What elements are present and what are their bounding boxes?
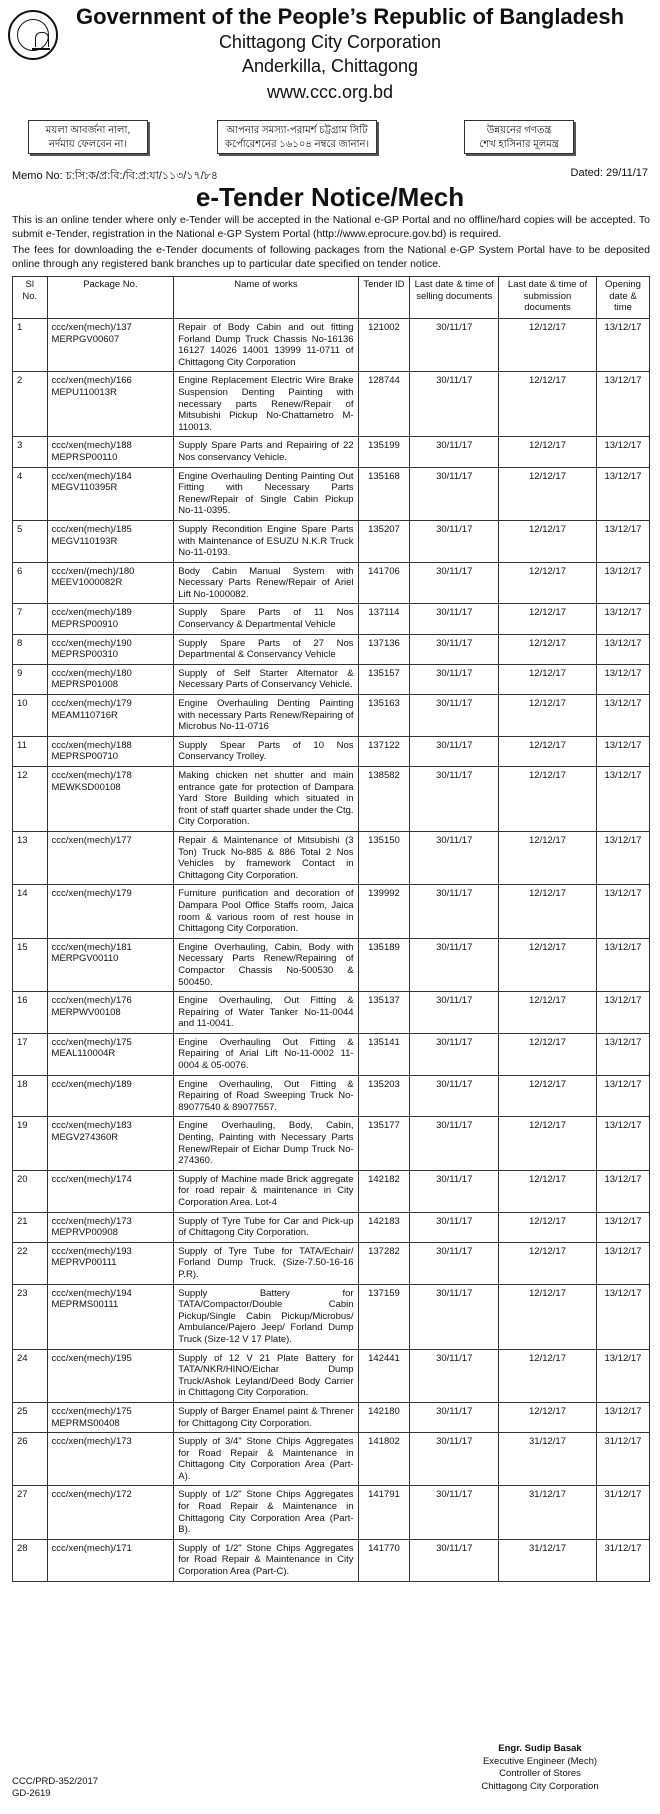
row-tender-id: 137159 [358,1284,410,1349]
row-opening-date: 13/12/17 [596,520,649,562]
footer-ref: GD-2619 [12,1788,51,1799]
row-opening-date: 13/12/17 [596,1212,649,1242]
row-submission-date: 12/12/17 [499,604,597,634]
row-work-name: Supply Spare Parts and Repairing of 22 Nos conservancy Vehicle. [174,437,358,467]
table-row [13,831,650,884]
row-tender-id: 135199 [358,437,410,467]
letterhead [0,0,660,120]
row-sl-number: 6 [13,562,48,604]
row-package-number: ccc/xen(mech)/173 [47,1433,174,1486]
table-row [13,1170,650,1212]
table-row [13,634,650,664]
row-selling-date: 30/11/17 [410,1033,499,1075]
slogan-line: কর্পোরেশনের ১৬১০৪ নম্বরে জানান। [224,139,370,150]
row-work-name: Supply Battery for TATA/Compactor/Double Cabin Pickup/Single Cabin Pickup/Microbus/ Ambulance/Pajero Jeep/ Forland Dump Truck (Size-12 V 17 Plate). [174,1284,358,1349]
row-work-name: Supply Recondition Engine Spare Parts with Maintenance of ESUZU N.K.R Truck No-11-0193. [174,520,358,562]
table-row [13,1539,650,1581]
row-opening-date: 31/12/17 [596,1486,649,1539]
table-row [13,1284,650,1349]
row-opening-date: 13/12/17 [596,938,649,991]
header-package: Package No. [47,277,174,319]
header-selling-date: Last date & time of selling documents [410,277,499,319]
table-row [13,736,650,766]
row-package-number: ccc/xen(mech)/172 [47,1486,174,1539]
row-selling-date: 30/11/17 [410,1402,499,1432]
row-work-name: Engine Overhauling, Cabin, Body with Necessary Parts Renew/Repairing of Compactor Chassis No-500530 & 500450. [174,938,358,991]
row-opening-date: 13/12/17 [596,1170,649,1212]
row-package-number: ccc/xen(mech)/179 MEAM110716R [47,695,174,737]
row-submission-date: 12/12/17 [499,736,597,766]
row-package-number: ccc/xen(mech)/137 MERPGV00607 [47,319,174,372]
row-selling-date: 30/11/17 [410,831,499,884]
table-row [13,372,650,437]
slogan-line: উন্নয়নের গণতন্ত্র [486,125,552,136]
row-tender-id: 137122 [358,736,410,766]
row-package-number: ccc/xen(mech)/190 MEPRSP00310 [47,634,174,664]
row-work-name: Supply Spare Parts of 11 Nos Conservancy & Departmental Vehicle [174,604,358,634]
row-work-name: Supply Spare Parts of 27 Nos Departmental & Conservancy Vehicle [174,634,358,664]
row-opening-date: 13/12/17 [596,831,649,884]
row-opening-date: 13/12/17 [596,1349,649,1402]
row-opening-date: 13/12/17 [596,604,649,634]
website-link[interactable]: www.ccc.org.bd [266,82,394,102]
row-opening-date: 13/12/17 [596,1117,649,1170]
row-submission-date: 31/12/17 [499,1539,597,1581]
slogan-box-hotline [217,120,377,154]
memo-date: Dated: 29/11/17 [570,167,648,179]
row-work-name: Supply of 3/4" Stone Chips Aggregates for Road Repair & Maintenance in Chittagong City Corporation Area (Part-A). [174,1433,358,1486]
organization-address: Anderkilla, Chittagong [241,56,419,76]
row-submission-date: 12/12/17 [499,992,597,1034]
row-opening-date: 13/12/17 [596,1242,649,1284]
row-tender-id: 138582 [358,767,410,832]
notice-title: e-Tender Notice/Mech [195,182,465,212]
row-work-name: Repair & Maintenance of Mitsubishi (3 Ton) Truck No-885 & 886 Total 2 Nos Vehicles by framework Contact in Chittagong City Corporation. [174,831,358,884]
row-selling-date: 30/11/17 [410,437,499,467]
row-work-name: Engine Overhauling, Out Fitting & Repairing of Water Tanker No-11-0044 and 11-0041. [174,992,358,1034]
row-selling-date: 30/11/17 [410,938,499,991]
row-submission-date: 12/12/17 [499,1075,597,1117]
row-sl-number: 22 [13,1242,48,1284]
row-selling-date: 30/11/17 [410,1170,499,1212]
table-header-row [13,277,650,319]
row-package-number: ccc/xen(mech)/195 [47,1349,174,1402]
row-tender-id: 142441 [358,1349,410,1402]
row-selling-date: 30/11/17 [410,695,499,737]
row-submission-date: 12/12/17 [499,1117,597,1170]
row-tender-id: 137114 [358,604,410,634]
row-opening-date: 13/12/17 [596,319,649,372]
table-row [13,664,650,694]
row-opening-date: 13/12/17 [596,992,649,1034]
row-selling-date: 30/11/17 [410,319,499,372]
row-sl-number: 9 [13,664,48,694]
row-sl-number: 2 [13,372,48,437]
row-submission-date: 12/12/17 [499,938,597,991]
row-submission-date: 12/12/17 [499,520,597,562]
table-row [13,1117,650,1170]
row-opening-date: 13/12/17 [596,736,649,766]
row-selling-date: 30/11/17 [410,992,499,1034]
table-row [13,1075,650,1117]
table-row [13,885,650,938]
slogan-box-drain [28,120,148,154]
row-opening-date: 13/12/17 [596,1284,649,1349]
row-work-name: Supply of Barger Enamel paint & Threner for Chittagong City Corporation. [174,1402,358,1432]
header-sl: Sl No. [13,277,48,319]
table-row [13,992,650,1034]
row-tender-id: 141706 [358,562,410,604]
table-row [13,467,650,520]
signatory-title: Controller of Stores [499,1768,581,1779]
row-work-name: Engine Overhauling Denting Painting Out Fitting with Necessary Parts Renew/Repair of Single Cabin Pickup No-11-0395. [174,467,358,520]
row-package-number: ccc/xen(mech)/177 [47,831,174,884]
slogan-line: ময়লা আবর্জনা নালা, [45,125,131,136]
row-sl-number: 10 [13,695,48,737]
row-tender-id: 142182 [358,1170,410,1212]
row-selling-date: 30/11/17 [410,520,499,562]
row-work-name: Body Cabin Manual System with Necessary Parts Renew/Repair of Ariel Lift No-1000082. [174,562,358,604]
row-opening-date: 13/12/17 [596,664,649,694]
row-package-number: ccc/xen(mech)/175 MEAL110004R [47,1033,174,1075]
row-selling-date: 30/11/17 [410,1539,499,1581]
row-submission-date: 12/12/17 [499,1170,597,1212]
row-package-number: ccc/xen(mech)/180 MEPRSP01008 [47,664,174,694]
row-sl-number: 21 [13,1212,48,1242]
row-package-number: ccc/xen(mech)/181 MERPGV00110 [47,938,174,991]
row-work-name: Supply of Self Starter Alternator & Necessary Parts of Conservancy Vehicle. [174,664,358,694]
row-work-name: Engine Replacement Electric Wire Brake Suspension Denting Painting with necessary parts Renew/Repair of Mitsubishi Pickup No-Chattametro M-110013. [174,372,358,437]
table-row [13,1212,650,1242]
row-sl-number: 26 [13,1433,48,1486]
row-sl-number: 15 [13,938,48,991]
row-package-number: ccc/xen(mech)/178 MEWKSD00108 [47,767,174,832]
row-sl-number: 19 [13,1117,48,1170]
table-row [13,1349,650,1402]
row-tender-id: 142183 [358,1212,410,1242]
table-row [13,1486,650,1539]
row-selling-date: 30/11/17 [410,467,499,520]
header-works: Name of works [174,277,358,319]
footer-references [12,1776,98,1800]
row-work-name: Supply of Machine made Brick aggregate for road repair & maintenance in City Corporation Area. Lot-4 [174,1170,358,1212]
row-opening-date: 13/12/17 [596,1033,649,1075]
row-submission-date: 12/12/17 [499,664,597,694]
row-work-name: Supply Spear Parts of 10 Nos Conservancy Trolley. [174,736,358,766]
row-sl-number: 14 [13,885,48,938]
row-package-number: ccc/xen(mech)/171 [47,1539,174,1581]
row-opening-date: 13/12/17 [596,1075,649,1117]
row-package-number: ccc/xen(mech)/185 MEGV110193R [47,520,174,562]
row-selling-date: 30/11/17 [410,562,499,604]
row-tender-id: 135203 [358,1075,410,1117]
table-row [13,1433,650,1486]
row-selling-date: 30/11/17 [410,1075,499,1117]
table-row [13,1033,650,1075]
row-sl-number: 12 [13,767,48,832]
row-opening-date: 13/12/17 [596,885,649,938]
row-submission-date: 12/12/17 [499,1212,597,1242]
row-work-name: Supply of 1/2" Stone Chips Aggregates for Road Repair & Maintenance in Chittagong City Corporation Area (Part-B). [174,1486,358,1539]
row-sl-number: 28 [13,1539,48,1581]
row-package-number: ccc/xen(mech)/188 MEPRSP00710 [47,736,174,766]
row-work-name: Repair of Body Cabin and out fitting Forland Dump Truck Chassis No-16136 16127 14026 14001 13999 11-0711 of Chittagong City Corporation [174,319,358,372]
row-submission-date: 12/12/17 [499,885,597,938]
row-work-name: Making chicken net shutter and main entrance gate for protection of Dampara Yard Store Building which situated in front of staff quarter shade under the Ctg. City Corporation. [174,767,358,832]
row-selling-date: 30/11/17 [410,1284,499,1349]
row-opening-date: 13/12/17 [596,372,649,437]
row-sl-number: 1 [13,319,48,372]
row-work-name: Supply of 12 V 21 Plate Battery for TATA/NKR/HINO/Eichar Dump Truck/Ashok Leyland/Deed Body Carrier in Chittagong City Corporation. [174,1349,358,1402]
row-work-name: Engine Overhauling, Body, Cabin, Denting, Painting with Necessary Parts Renew/Repair of Eichar Dump Truck No-274360. [174,1117,358,1170]
row-submission-date: 12/12/17 [499,831,597,884]
header-opening-date: Opening date & time [596,277,649,319]
row-submission-date: 12/12/17 [499,372,597,437]
row-tender-id: 139992 [358,885,410,938]
row-submission-date: 12/12/17 [499,1033,597,1075]
row-package-number: ccc/xen/(mech)/180 MEEV1000082R [47,562,174,604]
organization-name: Chittagong City Corporation [218,32,442,52]
table-row [13,562,650,604]
row-submission-date: 12/12/17 [499,634,597,664]
header-tender-id: Tender ID [358,277,410,319]
row-work-name: Engine Overhauling, Out Fitting & Repairing of Road Sweeping Truck No-89077540 & 89077557. [174,1075,358,1117]
row-tender-id: 135207 [358,520,410,562]
row-opening-date: 13/12/17 [596,695,649,737]
row-package-number: ccc/xen(mech)/194 MEPRMS00111 [47,1284,174,1349]
row-sl-number: 3 [13,437,48,467]
footer-ref: CCC/PRD-352/2017 [12,1776,99,1787]
row-opening-date: 13/12/17 [596,634,649,664]
table-row [13,604,650,634]
row-selling-date: 30/11/17 [410,1117,499,1170]
row-selling-date: 30/11/17 [410,634,499,664]
row-sl-number: 20 [13,1170,48,1212]
row-selling-date: 30/11/17 [410,885,499,938]
row-package-number: ccc/xen(mech)/175 MEPRMS00408 [47,1402,174,1432]
row-tender-id: 141791 [358,1486,410,1539]
row-sl-number: 23 [13,1284,48,1349]
row-tender-id: 121002 [358,319,410,372]
row-tender-id: 135150 [358,831,410,884]
row-sl-number: 18 [13,1075,48,1117]
row-tender-id: 135168 [358,467,410,520]
header-submission-date: Last date & time of submission documents [499,277,597,319]
slogan-line: নর্দমায় ফেলবেন না। [49,139,127,150]
table-row [13,437,650,467]
row-tender-id: 137282 [358,1242,410,1284]
table-row [13,938,650,991]
row-selling-date: 30/11/17 [410,767,499,832]
row-submission-date: 31/12/17 [499,1486,597,1539]
row-sl-number: 5 [13,520,48,562]
row-tender-id: 142180 [358,1402,410,1432]
row-selling-date: 30/11/17 [410,1349,499,1402]
row-selling-date: 30/11/17 [410,604,499,634]
row-selling-date: 30/11/17 [410,1486,499,1539]
row-sl-number: 24 [13,1349,48,1402]
tender-table-body [13,319,650,1582]
slogan-box-development [464,120,574,154]
row-submission-date: 12/12/17 [499,1242,597,1284]
row-package-number: ccc/xen(mech)/184 MEGV110395R [47,467,174,520]
table-row [13,695,650,737]
signatory-title: Executive Engineer (Mech) [482,1755,598,1767]
row-submission-date: 12/12/17 [499,319,597,372]
row-sl-number: 7 [13,604,48,634]
row-sl-number: 8 [13,634,48,664]
row-selling-date: 30/11/17 [410,1242,499,1284]
row-tender-id: 141770 [358,1539,410,1581]
slogan-line: শেখ হাসিনার মূলমন্ত্র [479,139,559,150]
memo-number: Memo No: চ:সি:ক/প্র:বি:/বি:প্র:যা/১১৩/১৭/৮৪ [12,170,218,182]
row-opening-date: 31/12/17 [596,1539,649,1581]
table-row [13,319,650,372]
row-tender-id: 135141 [358,1033,410,1075]
row-tender-id: 135163 [358,695,410,737]
table-row [13,520,650,562]
row-tender-id: 141802 [358,1433,410,1486]
row-opening-date: 13/12/17 [596,562,649,604]
intro-paragraph: The fees for downloading the e-Tender documents of following packages from the National e-GP System Portal have to be deposited online through any registered bank branches up to particular date specified on tender notice. [12,244,650,270]
row-tender-id: 137136 [358,634,410,664]
row-selling-date: 30/11/17 [410,664,499,694]
row-opening-date: 13/12/17 [596,767,649,832]
row-sl-number: 4 [13,467,48,520]
row-opening-date: 13/12/17 [596,1402,649,1432]
signatory-name: Engr. Sudip Basak [498,1743,582,1754]
row-submission-date: 12/12/17 [499,467,597,520]
row-package-number: ccc/xen(mech)/183 MEGV274360R [47,1117,174,1170]
government-title: Government of the People’s Republic of Bangladesh [75,4,625,29]
intro-paragraph: This is an online tender where only e-Tender will be accepted in the National e-GP Portal and no offline/hard copies will be accepted. To submit e-Tender, registration in the National e-GP System Portal (http://www.eprocure.gov.bd) is required. [12,214,650,240]
row-tender-id: 135137 [358,992,410,1034]
row-opening-date: 31/12/17 [596,1433,649,1486]
signatory-org: Chittagong City Corporation [481,1780,599,1792]
row-work-name: Supply of Tyre Tube for Car and Pick-up of Chittagong City Corporation. [174,1212,358,1242]
row-selling-date: 30/11/17 [410,372,499,437]
row-package-number: ccc/xen(mech)/179 [47,885,174,938]
table-row [13,1402,650,1432]
row-submission-date: 12/12/17 [499,1349,597,1402]
tender-table [12,276,650,1582]
row-tender-id: 135177 [358,1117,410,1170]
row-work-name: Engine Overhauling Out Fitting & Repairing of Arial Lift No-11-0002 11-0004 & 05-0076. [174,1033,358,1075]
row-selling-date: 30/11/17 [410,1433,499,1486]
row-package-number: ccc/xen(mech)/166 MEPU110013R [47,372,174,437]
row-opening-date: 13/12/17 [596,437,649,467]
row-tender-id: 135189 [358,938,410,991]
row-work-name: Engine Overhauling Denting Painting with necessary Parts Renew/Repairing of Microbus No-11-0716 [174,695,358,737]
row-submission-date: 12/12/17 [499,695,597,737]
row-tender-id: 128744 [358,372,410,437]
row-sl-number: 27 [13,1486,48,1539]
row-package-number: ccc/xen(mech)/173 MEPRVP00908 [47,1212,174,1242]
row-work-name: Supply of Tyre Tube for TATA/Echair/ Forland Dump Truck. (Size-7.50-16-16 P.R). [174,1242,358,1284]
row-sl-number: 16 [13,992,48,1034]
row-submission-date: 31/12/17 [499,1433,597,1486]
row-work-name: Furniture purification and decoration of Dampara Pool Office Staffs room, Jaica room & various room of rest house in Chittagong City Corporation. [174,885,358,938]
row-package-number: ccc/xen(mech)/189 MEPRSP00910 [47,604,174,634]
row-package-number: ccc/xen(mech)/174 [47,1170,174,1212]
row-selling-date: 30/11/17 [410,736,499,766]
slogan-line: আপনার সমস্যা-পরামর্শ চট্টগ্রাম সিটি [226,125,368,136]
row-submission-date: 12/12/17 [499,562,597,604]
row-package-number: ccc/xen(mech)/193 MEPRVP00111 [47,1242,174,1284]
row-opening-date: 13/12/17 [596,467,649,520]
row-work-name: Supply of 1/2" Stone Chips Aggregates for Road Repair & Maintenance in City Corporation Area (Part-C). [174,1539,358,1581]
row-submission-date: 12/12/17 [499,1284,597,1349]
row-sl-number: 17 [13,1033,48,1075]
row-submission-date: 12/12/17 [499,1402,597,1432]
table-row [13,1242,650,1284]
row-sl-number: 13 [13,831,48,884]
row-package-number: ccc/xen(mech)/176 MERPWV00108 [47,992,174,1034]
table-row [13,767,650,832]
row-package-number: ccc/xen(mech)/188 MEPRSP00110 [47,437,174,467]
row-sl-number: 11 [13,736,48,766]
row-package-number: ccc/xen(mech)/189 [47,1075,174,1117]
row-selling-date: 30/11/17 [410,1212,499,1242]
row-submission-date: 12/12/17 [499,437,597,467]
row-tender-id: 135157 [358,664,410,694]
row-sl-number: 25 [13,1402,48,1432]
row-submission-date: 12/12/17 [499,767,597,832]
signature-block [440,1743,640,1793]
